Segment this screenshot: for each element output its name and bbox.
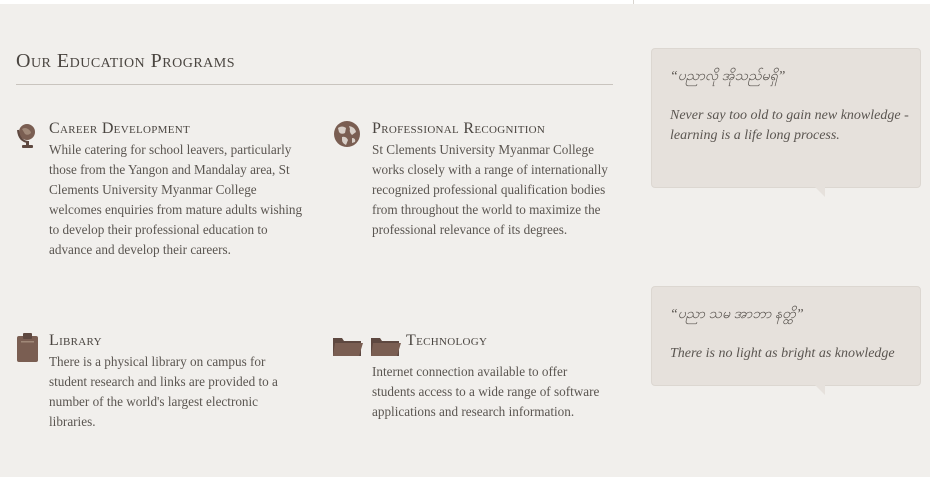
bubble-tail	[815, 187, 825, 197]
globe-icon	[16, 120, 42, 150]
quote-box	[651, 286, 921, 386]
program-description: While catering for school leavers, particularly those from the Yangon and Mandalay area, St Clements University Myanmar College welcomes enquiries from mature adults wishing to develop their professional education to advance and develop their careers.	[49, 142, 303, 257]
bubble-tail	[815, 385, 825, 395]
clipboard-icon	[16, 332, 42, 362]
program-title: Technology	[406, 332, 488, 349]
program-title: Professional Recognition	[372, 120, 546, 137]
program-description: There is a physical library on campus for student research and links are provided to a number of the world's largest electronic libraries.	[49, 354, 278, 429]
program-description: St Clements University Myanmar College works closely with a range of internationally recognized professional qualification bodies from throughout the world to maximize the professional relevance of its degrees.	[372, 142, 608, 237]
programs-section	[0, 4, 930, 477]
program-title: Career Development	[49, 120, 191, 137]
program-title: Library	[49, 332, 102, 349]
quote-native-text: “ပညာ သမ အာဘာ နတ္ထိ”	[670, 307, 804, 322]
folder-icon	[333, 332, 403, 362]
quote-text: There is no light as bright as knowledge	[670, 346, 895, 361]
world-icon	[333, 120, 359, 150]
section-title: Our Education Programs	[16, 50, 236, 72]
program-description: Internet connection available to offer students access to a wide range of software applications and research information.	[372, 364, 600, 419]
quote-text: Never say too old to gain new knowledge - learning is a life long process.	[670, 108, 909, 143]
quote-box	[651, 48, 921, 188]
top-divider	[633, 0, 634, 4]
title-divider	[16, 84, 613, 85]
quote-native-text: “ပညာလို အိုသည်မရှိ”	[670, 69, 786, 84]
